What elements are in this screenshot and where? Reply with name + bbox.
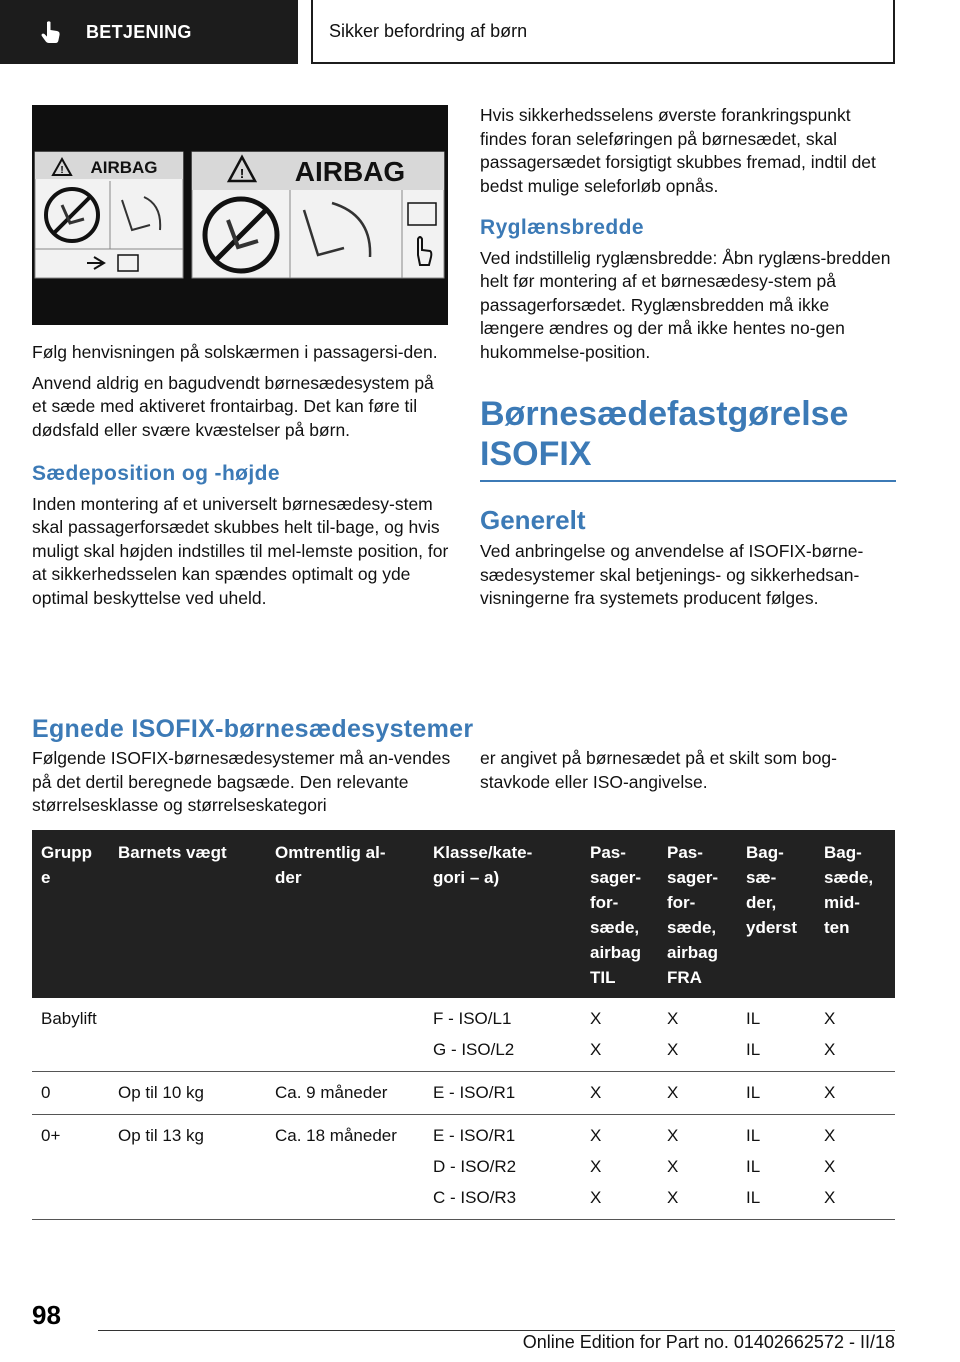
table-cell xyxy=(424,1072,581,1115)
header-line: Bag- xyxy=(824,843,862,862)
table-cell xyxy=(581,1072,658,1115)
cell-line: X xyxy=(824,1188,836,1207)
paragraph: Ved indstillelig ryglænsbredde: Åbn ryglæns-bredden helt før montering af et børnesædesy-stem på passagerforsædet. Ryglænsbredden må ikke længere ændres og der må ikke hentes no-gen hukommelse-position. xyxy=(480,247,891,362)
cell-line: 0+ xyxy=(41,1126,61,1145)
cell-line: X xyxy=(590,1009,602,1028)
header-line: for- xyxy=(667,893,696,912)
cell-line: X xyxy=(824,1009,836,1028)
header-line: sæ- xyxy=(746,868,777,887)
cell-line: X xyxy=(667,1040,679,1059)
table-cell xyxy=(737,1072,815,1115)
cell-line: X xyxy=(590,1126,602,1145)
cell-line: X xyxy=(667,1126,679,1145)
header-line: der, xyxy=(746,893,777,912)
cell-line: X xyxy=(824,1083,836,1102)
cell-line: Ca. 18 måneder xyxy=(275,1126,397,1145)
airbag-label-small: AIRBAG xyxy=(90,158,158,177)
cell-line: IL xyxy=(746,1009,761,1028)
isofix-table xyxy=(32,830,895,1220)
header-line: yderst xyxy=(746,918,798,937)
footer-divider xyxy=(98,1330,895,1331)
table-cell xyxy=(581,998,658,1072)
table-header-cell xyxy=(109,830,266,998)
iso-intro-left: Følgende ISOFIX-børnesædesystemer må an-vendes på det dertil beregnede bagsæde. Den relevante størrelsesklasse og størrelseskategori xyxy=(32,748,451,815)
header-line: Barnets vægt xyxy=(118,843,227,862)
header-chapter xyxy=(311,0,895,64)
airbag-warning-illustration xyxy=(32,105,448,325)
header-line: Omtrentlig al- xyxy=(275,843,386,862)
right-column xyxy=(480,104,896,618)
svg-text:!: ! xyxy=(60,165,64,176)
iso-intro-right: er angivet på børnesædet på et skilt som bog-stavkode eller ISO-angivelse. xyxy=(480,748,837,792)
header-line: FRA xyxy=(667,968,702,987)
table-cell xyxy=(581,1115,658,1220)
airbag-label-large: AIRBAG xyxy=(294,156,406,187)
table-cell xyxy=(815,1072,895,1115)
table-cell xyxy=(737,998,815,1072)
table-cell xyxy=(266,998,424,1072)
table-cell xyxy=(109,1072,266,1115)
section-heading: Sædeposition og -højde xyxy=(32,462,280,485)
cell-line: E - ISO/R1 xyxy=(433,1126,516,1145)
header-line: Grupp xyxy=(41,843,92,862)
cell-line: X xyxy=(667,1157,679,1176)
table-cell xyxy=(266,1072,424,1115)
table-cell xyxy=(32,998,109,1072)
table-header-cell xyxy=(581,830,658,998)
cell-line: 0 xyxy=(41,1083,51,1102)
cell-line: IL xyxy=(746,1040,761,1059)
header-line: airbag xyxy=(667,943,719,962)
chapter-heading-line: ISOFIX xyxy=(480,435,592,473)
table-header-cell xyxy=(737,830,815,998)
table-cell xyxy=(109,998,266,1072)
table-header-row xyxy=(32,830,895,998)
table-cell xyxy=(658,1072,737,1115)
cell-line: X xyxy=(667,1188,679,1207)
table-header-cell xyxy=(658,830,737,998)
paragraph: Inden montering af et universelt børnesædesy-stem skal passagerforsædet skubbes helt til-bage, og hvis muligt skal højden indstilles til mel-lemste position, for at sikkerhedsselen kan spændes optimalt og yde optimal beskyttelse ved uheld. xyxy=(32,493,449,608)
table-cell xyxy=(32,1115,109,1220)
table-row xyxy=(32,998,895,1072)
header-line: for- xyxy=(590,893,619,912)
cell-line: X xyxy=(590,1040,602,1059)
sub-heading: Generelt xyxy=(480,504,586,535)
header-line: mid- xyxy=(824,893,860,912)
cell-line: IL xyxy=(746,1157,761,1176)
header-line: sager- xyxy=(667,868,719,887)
cell-line: Op til 13 kg xyxy=(118,1126,204,1145)
header-line: sager- xyxy=(590,868,642,887)
iso-section-title: Egnede ISOFIX-børnesædesystemer xyxy=(32,715,474,743)
paragraph: Følg henvisningen på solskærmen i passagersi-den. xyxy=(32,342,438,362)
cell-line xyxy=(118,1003,258,1034)
cell-line: X xyxy=(824,1040,836,1059)
table-cell xyxy=(815,1115,895,1220)
header-line: Pas- xyxy=(590,843,626,862)
table-row xyxy=(32,1115,895,1220)
table-cell xyxy=(32,1072,109,1115)
cell-line: IL xyxy=(746,1126,761,1145)
paragraph: Hvis sikkerhedsselens øverste forankringspunkt findes foran seleføringen på børnesædet, skal passagersædet forsigtigt skubbes fremad, indtil det bedst mulige seleforløb opnås. xyxy=(480,105,876,196)
page-number: 98 xyxy=(32,1300,61,1330)
chapter-heading xyxy=(480,394,896,474)
table-cell xyxy=(424,1115,581,1220)
table-header-cell xyxy=(815,830,895,998)
edition-text: Online Edition for Part no. 01402662572 - II/18 xyxy=(522,1332,895,1352)
left-column xyxy=(32,341,450,617)
header-line: Klasse/kate- xyxy=(433,843,533,862)
header-line: Pas- xyxy=(667,843,703,862)
table-header-cell xyxy=(32,830,109,998)
table-header-cell xyxy=(266,830,424,998)
table-cell xyxy=(658,998,737,1072)
header-section-tab[interactable] xyxy=(0,0,298,64)
cell-line: X xyxy=(590,1188,602,1207)
header-line: sæde, xyxy=(667,918,717,937)
header-section-label: BETJENING xyxy=(86,21,192,42)
table-cell xyxy=(266,1115,424,1220)
section-heading: Ryglænsbredde xyxy=(480,216,644,239)
header-line: e xyxy=(41,868,51,887)
svg-text:!: ! xyxy=(239,166,245,181)
airbag-warning-label-image xyxy=(32,105,448,325)
cell-line: X xyxy=(824,1126,836,1145)
cell-line: X xyxy=(824,1157,836,1176)
cell-line: X xyxy=(667,1083,679,1102)
table-cell xyxy=(424,998,581,1072)
table-cell xyxy=(815,998,895,1072)
cell-line: F - ISO/L1 xyxy=(433,1009,512,1028)
chapter-title: Sikker befordring af børn xyxy=(329,20,528,41)
header-line: der xyxy=(275,868,302,887)
header-line: gori – a) xyxy=(433,868,500,887)
table-header-cell xyxy=(424,830,581,998)
cell-line: Op til 10 kg xyxy=(118,1083,204,1102)
header-line: Bag- xyxy=(746,843,784,862)
header-line: sæde, xyxy=(824,868,874,887)
header-line: ten xyxy=(824,918,850,937)
table-row xyxy=(32,1072,895,1115)
cell-line: IL xyxy=(746,1188,761,1207)
header-line: airbag xyxy=(590,943,642,962)
cell-line: X xyxy=(667,1009,679,1028)
table-cell xyxy=(737,1115,815,1220)
hand-pointer-icon xyxy=(38,19,64,45)
paragraph: Ved anbringelse og anvendelse af ISOFIX-børne-sædesystemer skal betjenings- og sikkerhedsan-visningerne fra systemets producent følges. xyxy=(480,541,864,608)
cell-line: Babylift xyxy=(41,1009,97,1028)
cell-line: G - ISO/L2 xyxy=(433,1040,515,1059)
chapter-heading-line: Børnesædefastgørelse xyxy=(480,395,849,433)
table-cell xyxy=(109,1115,266,1220)
cell-line: D - ISO/R2 xyxy=(433,1157,517,1176)
cell-line: X xyxy=(590,1083,602,1102)
cell-line: Ca. 9 måneder xyxy=(275,1083,388,1102)
cell-line: C - ISO/R3 xyxy=(433,1188,517,1207)
paragraph: Anvend aldrig en bagudvendt børnesædesystem på et sæde med aktiveret frontairbag. Det kan føre til dødsfald eller svære kvæstelser på børn. xyxy=(32,372,434,440)
header-line: sæde, xyxy=(590,918,640,937)
table-cell xyxy=(658,1115,737,1220)
heading-divider xyxy=(480,480,896,482)
cell-line: E - ISO/R1 xyxy=(433,1083,516,1102)
cell-line xyxy=(275,1003,416,1034)
cell-line: X xyxy=(590,1157,602,1176)
cell-line: IL xyxy=(746,1083,761,1102)
header-line: TIL xyxy=(590,968,616,987)
